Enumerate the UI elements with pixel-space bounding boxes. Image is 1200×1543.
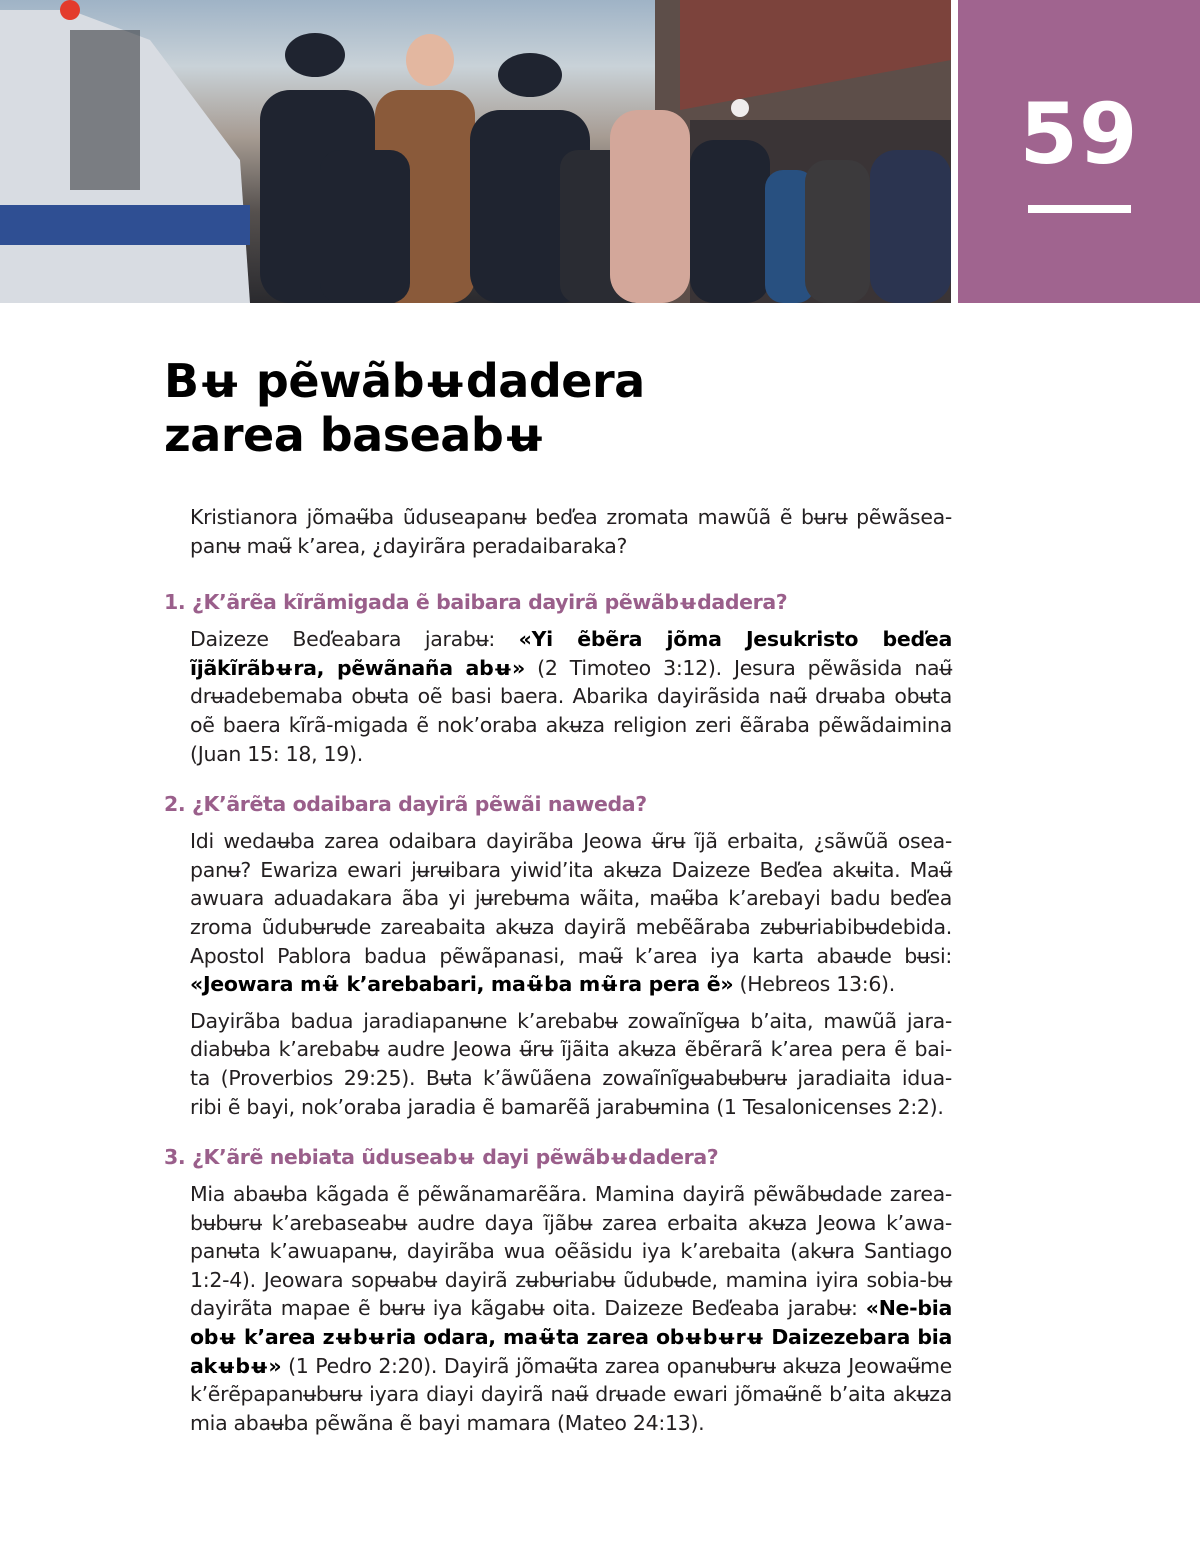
page-title: [164, 354, 924, 462]
page-title-line-2: zarea baseabʉ: [164, 408, 546, 462]
scripture-quote: «Ne-bia obʉ k’area zʉbʉria odara, maʉ̃ta zarea obʉbʉrʉ Daizezebara bia akʉbʉ»: [190, 1296, 952, 1378]
section-3-paragraph: [190, 1180, 952, 1437]
question-2: 2. ¿K’ãrẽta odaibara dayirã pẽwãi naweda?: [164, 792, 647, 817]
text-run: (1 Pedro 2:20). Dayirã jõmaʉ̃ta zarea opanʉbʉrʉ akʉza Jeowaʉ̃me k’ẽrẽpapanʉbʉrʉ iyara diayi dayirã naʉ̃ drʉade ewari jõmaʉ̃nẽ b’aita akʉza mia abaʉba pẽwãna ẽ bayi mamara (Mateo 24:13).: [190, 1353, 952, 1435]
question-3: 3. ¿K’ãrẽ nebiata ũduseabʉ dayi pẽwãbʉdadera?: [164, 1145, 719, 1170]
text-run: (Hebreos 13:6).: [733, 972, 895, 997]
lesson-badge: [958, 0, 1200, 303]
text-run: (2 Timoteo 3:12). Jesura pẽwãsida naʉ̃ drʉadebemaba obʉta oẽ basi baera. Abarika dayirãsida naʉ̃ drʉaba obʉta oẽ baera kĩrã-migada ẽ nok’oraba akʉza religion zeri ẽãraba pẽwãdaimina (Juan 15: 18, 19).: [190, 655, 952, 766]
section-1-paragraph: [190, 625, 952, 768]
lesson-number-underline: [1028, 205, 1131, 213]
lesson-content: [164, 503, 952, 1459]
section-2-paragraph-1: [190, 827, 952, 999]
text-run: Mia abaʉba kãgada ẽ pẽwãnamarẽãra. Mamina dayirã pẽwãbʉdade zarea-bʉbʉrʉ k’arebaseabʉ audre daya ĩjãbʉ zarea erbaita akʉza Jeowa k’awa-panʉta k’awuapanʉ, dayirãba wua oẽãsidu iya k’arebaita (akʉra Santiago 1:2-4). Jeowara sopʉabʉ dayirã zʉbʉriabʉ ũdubʉde, mamina iyira sobia-bʉ dayirãta mapae ẽ bʉrʉ iya kãgabʉ oita. Daizeze Beďeaba jarabʉ:: [190, 1182, 952, 1321]
page-title-line-1: Bʉ pẽwãbʉdadera: [164, 354, 645, 408]
section-2: [164, 790, 952, 1121]
intro-paragraph: Kristianora jõmaʉ̃ba ũduseapanʉ beďea zromata mawũã ẽ bʉrʉ pẽwãsea-panʉ maʉ̃ k’area, ¿dayirãra peradaibaraka?: [190, 505, 952, 558]
hero-illustration: [0, 0, 951, 303]
lesson-number: 59: [1019, 85, 1139, 183]
text-run: Idi wedaʉba zarea odaibara dayirãba Jeowa ʉ̃rʉ ĩjã erbaita, ¿sãwũã osea-panʉ? Ewariza ewari jʉrʉibara yiwid’ita akʉza Daizeze Beďea akʉita. Maʉ̃ awuara aduadakara ãba yi jʉrebʉma wãita, maʉ̃ba k’arebayi badu beďea zroma ũdubʉrʉde zareabaita akʉza dayirã mebẽãraba zʉbʉriabibʉdebida. Apostol Pablora badua pẽwãpanasi, maʉ̃ k’area iya karta abaʉde bʉsi:: [190, 829, 952, 968]
text-run: Daizeze Beďeabara jarabʉ:: [190, 627, 519, 652]
scripture-quote: «Yi ẽbẽra jõma Jesukristo beďea ĩjãkĩrãbʉra, pẽwãnaña abʉ»: [190, 627, 952, 680]
section-2-paragraph-2: Dayirãba badua jaradiapanʉne k’arebabʉ zowaĩnĩgʉa b’aita, mawũã jara-diabʉba k’arebabʉ audre Jeowa ʉ̃rʉ ĩjãita akʉza ẽbẽrarã k’area pera ẽ bai-ta (Proverbios 29:25). Bʉta k’ãwũãena zowaĩnĩgʉabʉbʉrʉ jaradiaita idua-ribi ẽ bayi, nok’oraba jaradia ẽ bamarẽã jarabʉmina (1 Tesalonicenses 2:2).: [190, 1008, 952, 1119]
scripture-quote: «Jeowara mʉ̃ k’arebabari, maʉ̃ba mʉ̃ra pera ẽ»: [190, 972, 734, 997]
section-3: [164, 1143, 952, 1437]
question-1: 1. ¿K’ãrẽa kĩrãmigada ẽ baibara dayirã pẽwãbʉdadera?: [164, 590, 788, 615]
section-1: [164, 588, 952, 768]
hero-photo: [0, 0, 951, 303]
